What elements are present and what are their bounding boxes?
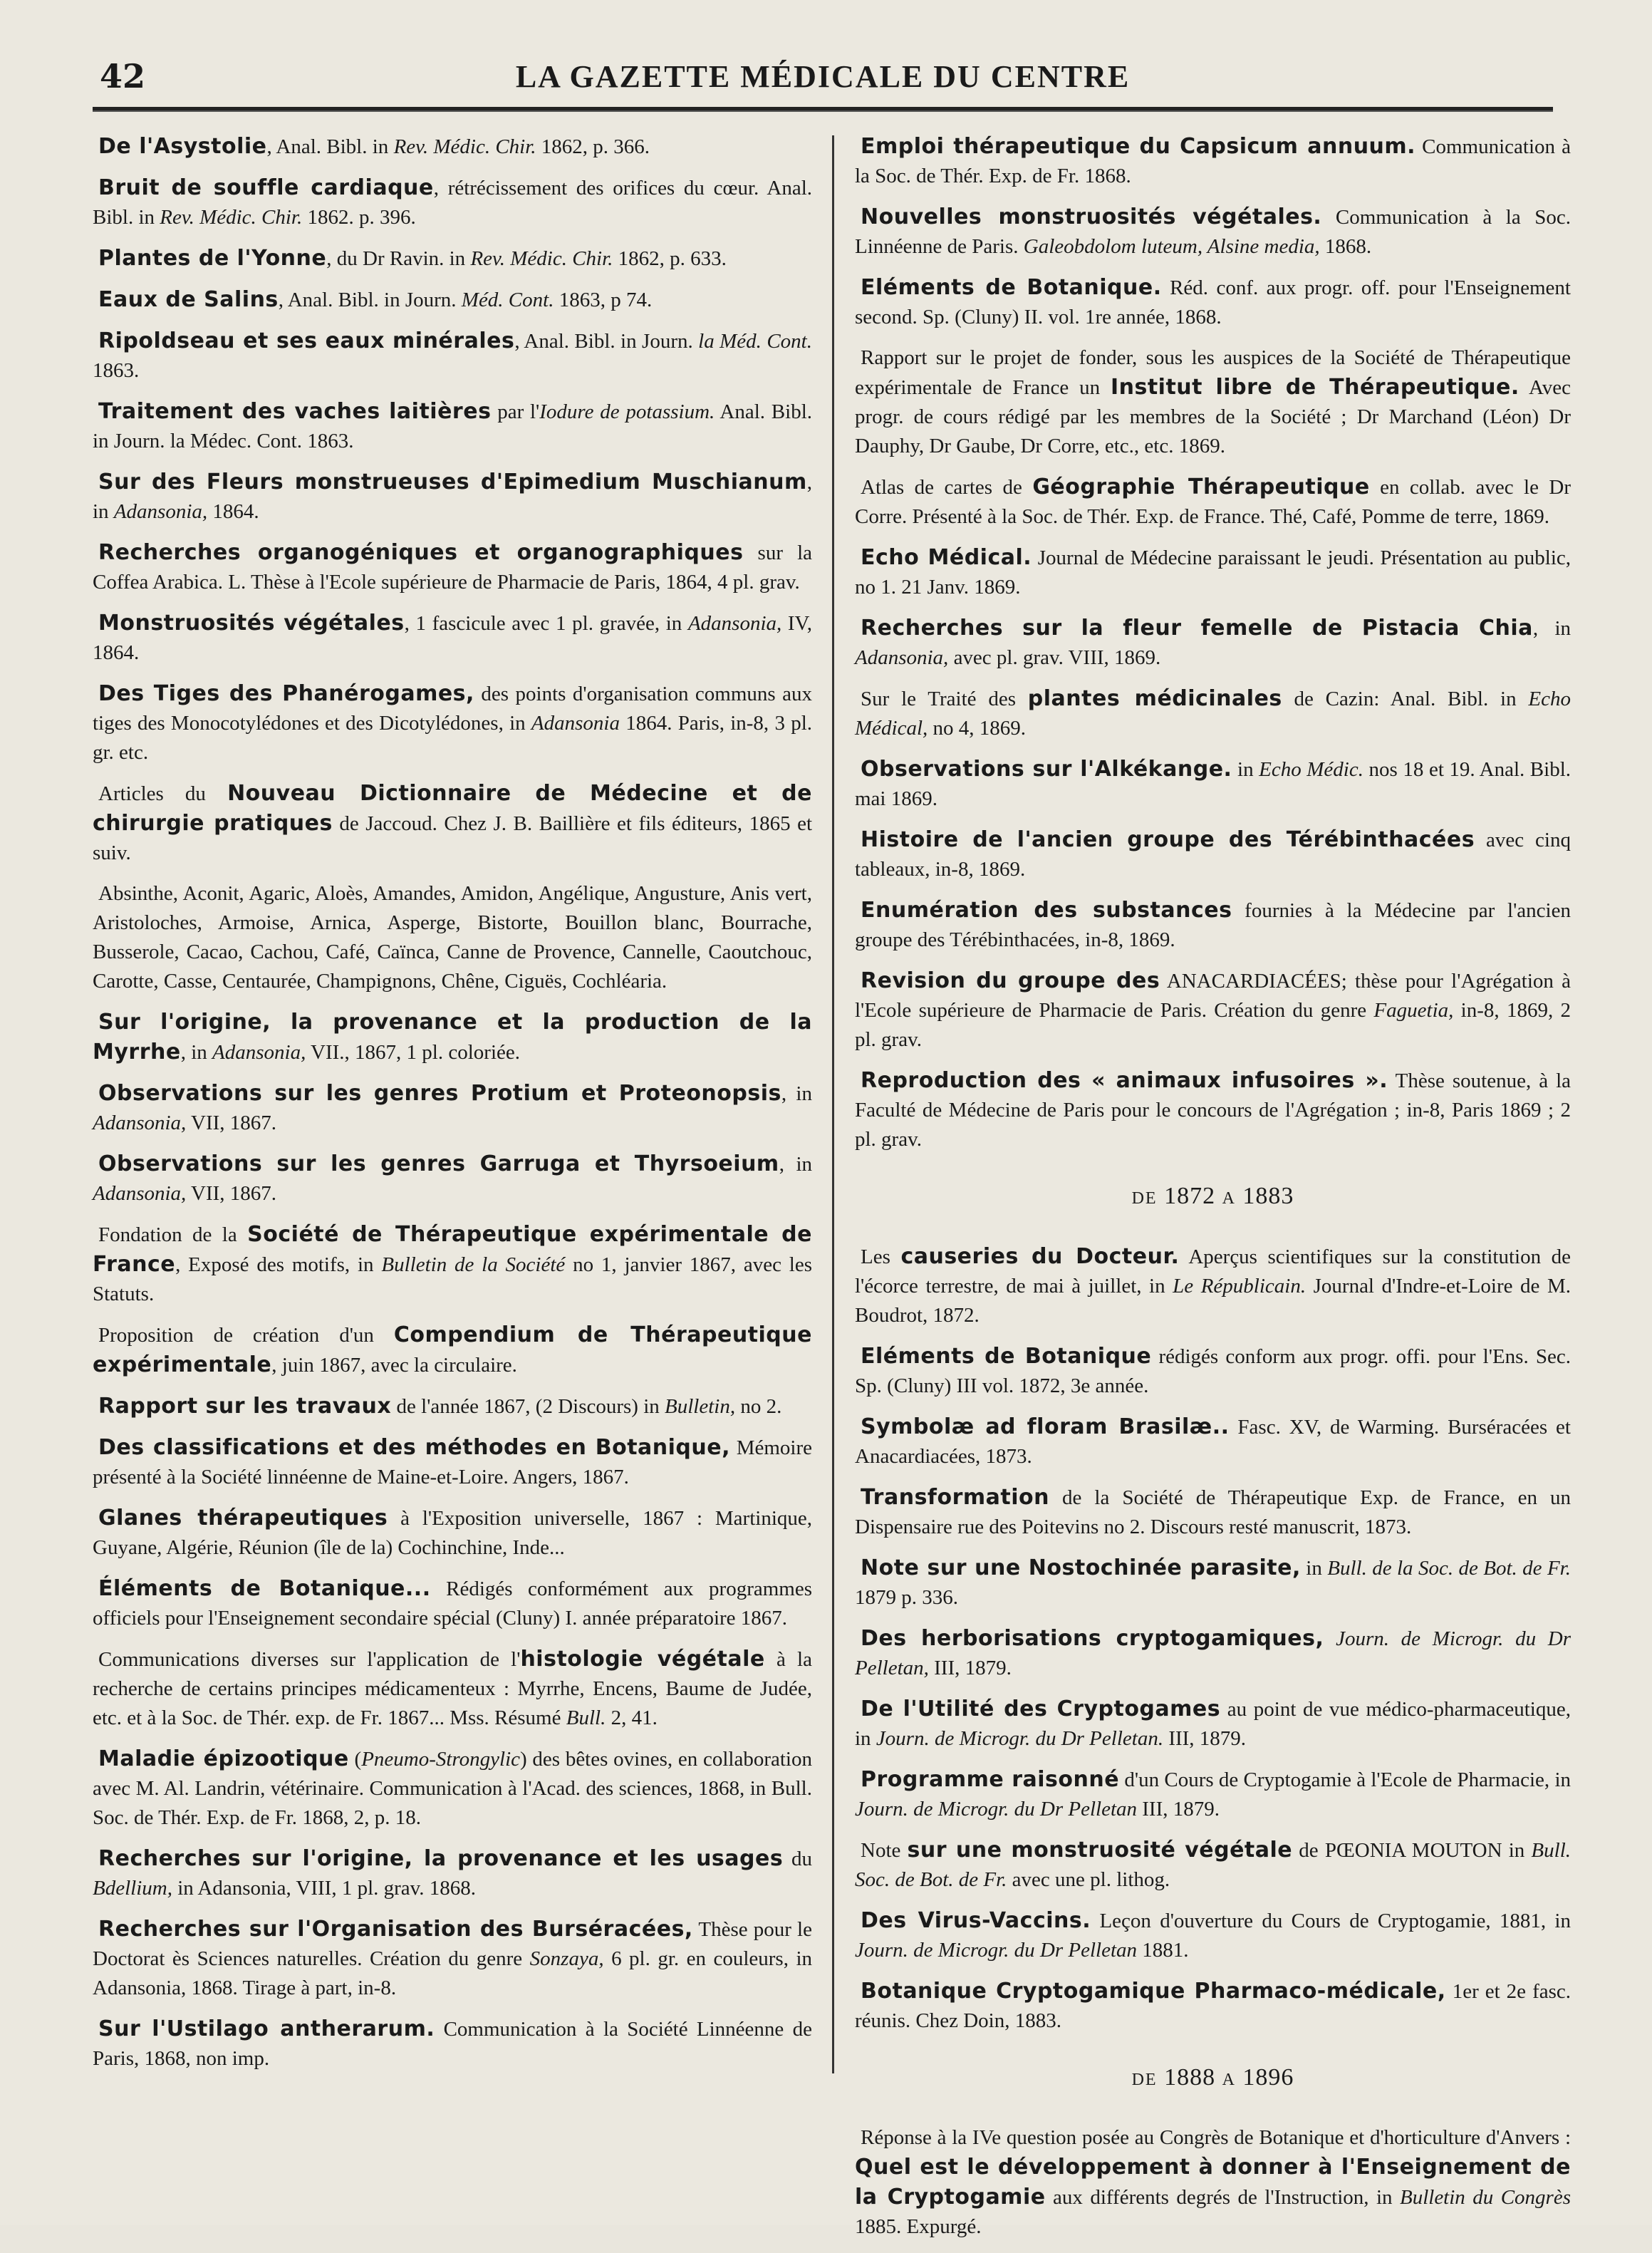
entry-prefix: Fondation de la xyxy=(98,1223,248,1246)
bibliography-entry xyxy=(93,779,812,868)
entry-suffix: in-8, 1869, 2 pl. grav. xyxy=(855,999,1571,1051)
bibliography-entry xyxy=(93,1574,812,1633)
entry-title: Plantes de l'Yonne xyxy=(98,246,327,271)
entry-source: Bull. de la Soc. de Bot. de Fr. xyxy=(1327,1557,1571,1580)
entry-text: avec cinq tableaux, in-8, 1869. xyxy=(855,829,1571,881)
entry-suffix: 1864. xyxy=(207,500,259,523)
entry-text: par l' xyxy=(491,400,540,423)
entry-suffix: avec une pl. lithog. xyxy=(1007,1868,1170,1891)
entry-suffix: avec pl. grav. VIII, 1869. xyxy=(948,646,1161,669)
right-entries-1869 xyxy=(855,132,1571,1154)
bibliography-entry xyxy=(855,1342,1571,1401)
bibliography-entry xyxy=(855,343,1571,461)
entry-prefix: Articles du xyxy=(98,782,228,805)
entry-source: Echo Médical, xyxy=(855,688,1571,740)
entry-title: Géographie Thérapeutique xyxy=(1032,475,1370,499)
entry-suffix: VII., 1867, 1 pl. coloriée. xyxy=(306,1041,521,1064)
entry-text: , rétrécissement des orifices du cœur. Anal. Bibl. in xyxy=(93,177,813,229)
entry-text: Thèse pour le Doctorat ès Sciences naturelles. Création du genre xyxy=(93,1918,812,1970)
entry-text: , Exposé des motifs, in xyxy=(175,1253,382,1276)
bibliography-entry xyxy=(93,1220,812,1309)
entry-title: Sur l'Ustilago antherarum. xyxy=(98,2016,435,2041)
bibliography-entry xyxy=(855,1624,1571,1683)
right-entries-1872-1883 xyxy=(855,1242,1571,2036)
page-number: 42 xyxy=(100,57,146,95)
entry-text: Leçon d'ouverture du Cours de Cryptogamie, 1881, in xyxy=(1091,1910,1571,1932)
entry-title: Éléments de Botanique... xyxy=(98,1576,431,1601)
entry-title: Traitement des vaches laitières xyxy=(98,399,492,424)
journal-title: LA GAZETTE MÉDICALE DU CENTRE xyxy=(515,59,1131,94)
bibliography-entry xyxy=(93,1320,812,1380)
bibliography-entry xyxy=(93,1645,812,1733)
bibliography-entry xyxy=(93,467,812,527)
entry-text: à l'Exposition universelle, 1867 : Martinique, Guyane, Algérie, Réunion (île de la) Cochinchine, Inde... xyxy=(93,1507,813,1559)
entry-source: Bulletin, xyxy=(665,1395,736,1418)
entry-text: sur la xyxy=(743,542,812,564)
entry-source: Bull. xyxy=(566,1706,606,1729)
entry-title: Observations sur les genres Garruga et Thyrsoeium xyxy=(98,1151,779,1176)
entry-text: , in xyxy=(1532,617,1572,640)
entry-prefix: Note xyxy=(861,1839,908,1862)
bibliography-entry xyxy=(93,1744,812,1833)
entry-title: Des Virus-Vaccins. xyxy=(861,1908,1091,1933)
entry-suffix: Coffea Arabica. L. Thèse à l'Ecole supérieure de Pharmacie de Paris, 1864, 4 pl. grav. xyxy=(93,571,800,594)
bibliography-entry xyxy=(93,879,812,996)
entry-suffix: 1885. Expurgé. xyxy=(855,2215,982,2238)
entry-prefix: Proposition de création d'un xyxy=(98,1324,394,1347)
entry-text: Thèse soutenue, à la Faculté de Médecine de Paris pour le concours de l'Agrégation ; in-8, Paris 1869 ; 2 pl. grav. xyxy=(855,1069,1572,1151)
entry-title: Eaux de Salins xyxy=(98,287,279,312)
entry-text: Mémoire présenté à la Société linnéenne de Maine-et-Loire. Angers, 1867. xyxy=(93,1436,812,1488)
entry-title: Reproduction des « animaux infusoires ». xyxy=(861,1068,1388,1093)
entry-text: de Jaccoud. Chez J. B. Baillière et fils éditeurs, 1865 et suiv. xyxy=(93,812,813,864)
entry-title: causeries du Docteur. xyxy=(900,1244,1180,1269)
entry-suffix: 1868. xyxy=(1319,235,1372,258)
bibliography-entry xyxy=(93,1503,812,1563)
bibliography-entry xyxy=(93,1844,812,1903)
entry-title: Maladie épizootique xyxy=(98,1746,349,1771)
entry-suffix: no 4, 1869. xyxy=(928,717,1027,740)
entry-title: Nouveau Dictionnaire de Médecine et de chirurgie pratiques xyxy=(93,781,812,836)
entry-title: Programme raisonné xyxy=(861,1767,1120,1792)
entry-text: , juin 1867, avec la circulaire. xyxy=(271,1354,517,1377)
entry-text: de PŒONIA MOUTON in xyxy=(1292,1839,1532,1862)
entry-title: Des Tiges des Phanérogames, xyxy=(98,681,474,706)
entry-source: Rev. Médic. Chir. xyxy=(470,247,613,270)
entry-suffix: nos 18 et 19. Anal. Bibl. mai 1869. xyxy=(855,758,1572,810)
entry-title: Eléments de Botanique xyxy=(861,1344,1152,1369)
bibliography-entry xyxy=(93,1915,812,2003)
entry-title: Bruit de souffle cardiaque xyxy=(98,175,434,200)
bibliography-entry xyxy=(855,966,1571,1055)
entry-source: Bdellium, xyxy=(93,1877,172,1900)
entry-suffix: 1862. p. 396. xyxy=(302,206,416,229)
bibliography-entry xyxy=(855,1835,1571,1895)
entry-text: Réd. conf. aux progr. off. pour l'Enseignement second. Sp. (Cluny) II. vol. 1re année, 1868. xyxy=(855,276,1571,328)
bibliography-entry xyxy=(855,543,1571,602)
entry-title: Recherches organogéniques et organographiques xyxy=(98,540,744,565)
entry-suffix: Anal. Bibl. in Journ. la Médec. Cont. 1863. xyxy=(93,400,813,452)
entry-source: Adansonia, xyxy=(687,612,782,635)
entry-source: Adansonia, xyxy=(113,500,208,523)
entry-source: Journ. de Microgr. du Dr Pelletan, xyxy=(855,1627,1572,1679)
entry-source: la Méd. Cont. xyxy=(698,330,812,353)
entry-source: Méd. Cont. xyxy=(461,289,554,311)
entry-prefix: Communications diverses sur l'application de l' xyxy=(98,1648,521,1671)
bibliography-entry xyxy=(93,285,812,315)
entry-title: plantes médicinales xyxy=(1027,686,1282,711)
entry-suffix: 2, 41. xyxy=(606,1706,658,1729)
entry-source: Bulletin du Congrès xyxy=(1399,2186,1571,2209)
entry-title: De l'Asystolie xyxy=(98,134,267,159)
entry-title: Transformation xyxy=(861,1485,1049,1510)
bibliography-entry xyxy=(855,1977,1571,2036)
entry-source: Galeobdolom luteum, Alsine media, xyxy=(1023,235,1320,258)
entry-text: , in xyxy=(180,1041,213,1064)
entry-text: de l'année 1867, (2 Discours) in xyxy=(391,1395,665,1418)
entry-suffix: VII, 1867. xyxy=(186,1182,277,1205)
entry-text: in xyxy=(1232,758,1259,781)
entry-prefix: Rapport sur le projet de fonder, sous les auspices de la Société de Thérapeutique expérimentale de France un xyxy=(855,346,1571,399)
entry-suffix: 1881. xyxy=(1137,1939,1189,1962)
entry-title: Recherches sur la fleur femelle de Pistacia Chia xyxy=(861,616,1533,641)
bibliography-entry xyxy=(93,608,812,668)
entry-suffix: 1864. Paris, in-8, 3 pl. gr. etc. xyxy=(93,712,812,764)
entry-title: Enumération des substances xyxy=(861,898,1232,923)
entry-suffix: in Adansonia, VIII, 1 pl. grav. 1868. xyxy=(172,1877,477,1900)
bibliography-entry xyxy=(855,1066,1571,1154)
entry-source: Faguetia, xyxy=(1373,999,1454,1022)
entry-title: Eléments de Botanique. xyxy=(861,275,1162,300)
entry-prefix: Réponse à la IVe question posée au Congrès de Botanique et d'horticulture d'Anvers : xyxy=(861,2126,1571,2149)
entry-title: Recherches sur l'origine, la provenance et les usages xyxy=(98,1846,784,1871)
entry-suffix: 1862, p. 633. xyxy=(613,247,727,270)
entry-text: Avec progr. de cours rédigé par les membres de la Société ; Dr Marchand (Léon) Dr Dauphy, Dr Gaube, Dr Corre, etc., etc. 1869. xyxy=(855,376,1572,457)
bibliography-entry xyxy=(93,397,812,456)
bibliography-entry xyxy=(855,202,1571,261)
entry-title: Symbolæ ad floram Brasilæ.. xyxy=(861,1414,1230,1439)
bibliography-entry xyxy=(855,472,1571,532)
bibliography-entry xyxy=(855,2123,1571,2242)
entry-source: Adansonia xyxy=(531,712,620,735)
bibliography-entry xyxy=(93,173,812,232)
entry-text: à la recherche de certains principes médicamenteux : Myrrhe, Encens, Baume de Judée, etc. et à la Soc. de Thér. exp. de Fr. 1867... Mss. Résumé xyxy=(93,1648,812,1729)
entry-title: Des herborisations cryptogamiques, xyxy=(861,1626,1324,1651)
bibliography-entry xyxy=(93,132,812,162)
entry-source: Iodure de potassium. xyxy=(539,400,715,423)
entry-title: Botanique Cryptogamique Pharmaco-médicale, xyxy=(861,1979,1446,2004)
entry-title: Note sur une Nostochinée parasite, xyxy=(861,1555,1301,1580)
entry-text: Communication à la Société Linnéenne de Paris, 1868, non imp. xyxy=(93,2018,813,2070)
entry-source: Le Républicain. xyxy=(1173,1275,1306,1298)
entry-title: Quel est le développement à donner à l'Enseignement de la Cryptogamie xyxy=(855,2155,1571,2210)
entry-suffix: 1862, p. 366. xyxy=(536,135,650,158)
bibliography-entry xyxy=(93,326,812,385)
entry-prefix: Les xyxy=(861,1245,901,1268)
entry-source: Bulletin de la Société xyxy=(381,1253,566,1276)
bibliography-entry xyxy=(855,1483,1571,1542)
entry-title: Sur des Fleurs monstrueuses d'Epimedium Muschianum xyxy=(98,470,807,494)
entry-text: , Anal. Bibl. in xyxy=(266,135,394,158)
bibliography-entry xyxy=(93,1433,812,1492)
entry-text: Journal de Médecine paraissant le jeudi. Présentation au public, no 1. 21 Janv. 1869. xyxy=(855,547,1571,599)
entry-title: Emploi thérapeutique du Capsicum annuum. xyxy=(861,134,1416,159)
entry-suffix: no 1, janvier 1867, avec les Statuts. xyxy=(93,1253,813,1305)
header-rule xyxy=(93,107,1553,112)
entry-text: des points d'organisation communs aux tiges des Monocotylédones et des Dicotylédones, in xyxy=(93,683,812,735)
entry-text: du xyxy=(783,1848,812,1870)
entry-text xyxy=(1324,1627,1336,1650)
entry-source: Adansonia, xyxy=(93,1182,187,1205)
entry-title: Histoire de l'ancien groupe des Térébinthacées xyxy=(861,827,1475,852)
entry-text: en collab. avec le Dr Corre. Présenté à la Soc. de Thér. Exp. de France. Thé, Café, Pomme de terre, 1869. xyxy=(855,476,1571,528)
entry-text: Aperçus scientifiques sur la constitution de l'écorce terrestre, de mai à juillet, in xyxy=(855,1245,1571,1298)
entry-text: , Anal. Bibl. in Journ. xyxy=(278,289,462,311)
bibliography-entry xyxy=(93,244,812,274)
entry-text: Rédigés conformément aux programmes officiels pour l'Enseignement secondaire spécial (Cluny) I. année préparatoire 1867. xyxy=(93,1578,812,1630)
entry-title: Ripoldseau et ses eaux minérales xyxy=(98,328,515,353)
bibliography-entry xyxy=(855,1906,1571,1965)
section-heading-1888-1896: DE 1888 A 1896 xyxy=(1131,2064,1294,2091)
entry-title: Des classifications et des méthodes en Botanique, xyxy=(98,1435,730,1460)
entry-text: Fasc. XV, de Warming. Burséracées et Anacardiacées, 1873. xyxy=(855,1416,1571,1468)
entry-suffix: Journal d'Indre-et-Loire de M. Boudrot, 1872. xyxy=(855,1275,1571,1327)
entry-text: in xyxy=(1300,1557,1328,1580)
entry-suffix: IV, 1864. xyxy=(93,612,812,664)
bibliography-entry xyxy=(855,755,1571,814)
entry-title: Recherches sur l'Organisation des Burséracées, xyxy=(98,1917,693,1942)
entry-suffix: III, 1879. xyxy=(928,1657,1012,1679)
bibliography-entry xyxy=(855,684,1571,743)
bibliography-entry xyxy=(855,896,1571,955)
entry-source: Bull. Soc. de Bot. de Fr. xyxy=(855,1839,1572,1891)
entry-text: , Anal. Bibl. in Journ. xyxy=(514,330,699,353)
entry-source: Sonzaya, xyxy=(529,1947,604,1970)
entry-text: fournies à la Médecine par l'ancien groupe des Térébinthacées, in-8, 1869. xyxy=(855,899,1571,951)
entry-text: , in xyxy=(781,1082,812,1105)
entry-suffix: no 2. xyxy=(735,1395,782,1418)
entry-source: Adansonia, xyxy=(93,1112,187,1134)
page-header xyxy=(93,50,1553,100)
entry-suffix: VII, 1867. xyxy=(186,1112,277,1134)
entry-suffix: 1879 p. 336. xyxy=(855,1586,958,1609)
entry-text: , du Dr Ravin. in xyxy=(326,247,471,270)
bibliography-entry xyxy=(93,1079,812,1138)
bibliography-entry xyxy=(855,825,1571,884)
entry-source: Journ. de Microgr. du Dr Pelletan xyxy=(855,1939,1138,1962)
entry-title: Rapport sur les travaux xyxy=(98,1394,392,1419)
entry-text: ( xyxy=(348,1748,362,1771)
right-column xyxy=(855,132,1571,2253)
entry-title: Société de Thérapeutique expérimentale de France xyxy=(93,1222,813,1277)
entry-prefix: Atlas de cartes de xyxy=(861,476,1033,499)
entry-text: ANACARDIACÉES; thèse pour l'Agrégation à l'Ecole supérieure de Pharmacie de Paris. Création du genre xyxy=(855,970,1571,1022)
bibliography-entry xyxy=(93,2014,812,2073)
bibliography-entry xyxy=(93,679,812,767)
bibliography-entry xyxy=(855,613,1571,673)
entry-suffix: 1863. xyxy=(93,359,140,382)
entry-suffix: III, 1879. xyxy=(1137,1798,1220,1820)
entry-text: 1er et 2e fasc. réunis. Chez Doin, 1883. xyxy=(855,1980,1572,2032)
right-entries-1888-1896 xyxy=(855,2123,1571,2242)
bibliography-entry xyxy=(855,1553,1571,1612)
entry-text: au point de vue médico-pharmaceutique, in xyxy=(855,1698,1571,1750)
bibliography-entry xyxy=(93,538,812,597)
entry-suffix: ) des bêtes ovines, en collaboration avec M. Al. Landrin, vétérinaire. Communication à l'Acad. des sciences, 1868, in Bull. Soc. de Thér. Exp. de Fr. 1868, 2, p. 18. xyxy=(93,1748,812,1829)
left-column xyxy=(93,132,812,2085)
entry-text: de Cazin: Anal. Bibl. in xyxy=(1282,688,1529,710)
entry-suffix: 6 pl. gr. en couleurs, in Adansonia, 1868. Tirage à part, in-8. xyxy=(93,1947,813,1999)
entry-source: Adansonia, xyxy=(855,646,949,669)
bibliography-entry xyxy=(855,1242,1571,1330)
entry-text: rédigés conform aux progr. offi. pour l'Ens. Sec. Sp. (Cluny) III vol. 1872, 3e année. xyxy=(855,1345,1572,1397)
entry-source: Adansonia, xyxy=(212,1041,306,1064)
bibliography-entry xyxy=(855,1694,1571,1754)
entry-source: Rev. Médic. Chir. xyxy=(393,135,536,158)
entry-text: d'un Cours de Cryptogamie à l'Ecole de Pharmacie, in xyxy=(1119,1768,1572,1791)
section-heading-1872-1883: DE 1872 A 1883 xyxy=(1131,1183,1294,1209)
bibliography-entry xyxy=(855,1765,1571,1824)
bibliography-entry xyxy=(855,1412,1571,1471)
entry-text: Communication à la Soc. Linnéenne de Paris. xyxy=(855,206,1571,258)
entry-title: Institut libre de Thérapeutique. xyxy=(1110,375,1519,400)
bibliography-entry xyxy=(855,132,1571,191)
entry-text: de la Société de Thérapeutique Exp. de France, en un Dispensaire rue des Poitevins no 2. Discours resté manuscrit, 1873. xyxy=(855,1486,1571,1538)
entry-source: Echo Médic. xyxy=(1259,758,1363,781)
entry-title: Observations sur les genres Protium et Proteonopsis xyxy=(98,1081,781,1106)
bibliography-entry xyxy=(93,1149,812,1208)
bibliography-entry xyxy=(855,273,1571,332)
entry-source: Pneumo-Strongylic xyxy=(361,1748,520,1771)
entry-title: Compendium de Thérapeutique expérimentale xyxy=(93,1322,812,1377)
entry-text: Communication à la Soc. de Thér. Exp. de Fr. 1868. xyxy=(855,135,1571,187)
entry-text: , 1 fascicule avec 1 pl. gravée, in xyxy=(404,612,688,635)
bibliography-entry xyxy=(93,1392,812,1421)
entry-title: Glanes thérapeutiques xyxy=(98,1506,388,1531)
entry-text: , in xyxy=(93,471,812,523)
column-divider xyxy=(832,135,834,2073)
entry-source: Journ. de Microgr. du Dr Pelletan xyxy=(855,1798,1138,1820)
entry-text: , in xyxy=(779,1153,812,1176)
entry-source: Rev. Médic. Chir. xyxy=(160,206,303,229)
entry-title: Sur l'origine, la provenance et la production de la Myrrhe xyxy=(93,1010,812,1065)
entry-title: histologie végétale xyxy=(520,1647,765,1672)
entry-title: Nouvelles monstruosités végétales. xyxy=(861,204,1322,229)
bibliography-entry xyxy=(93,1008,812,1067)
entry-title: Observations sur l'Alkékange. xyxy=(861,757,1232,782)
entry-suffix: 1863, p 74. xyxy=(554,289,653,311)
entry-title: De l'Utilité des Cryptogames xyxy=(861,1697,1221,1721)
entry-prefix: Sur le Traité des xyxy=(861,688,1028,710)
entry-source: Journ. de Microgr. du Dr Pelletan. xyxy=(876,1727,1164,1750)
entry-prefix: Absinthe, Aconit, Agaric, Aloès, Amandes, Amidon, Angélique, Angusture, Anis vert, Aristoloches, Armoise, Arnica, Asperge, Bistorte, Bouillon blanc, Bourrache, Busserole, Cacao, Cachou, Café, Caïnca, Canne de Provence, Cannelle, Caoutchouc, Carotte, Casse, Centaurée, Champignons, Chêne, Ciguës, Cochléaria. xyxy=(93,882,812,993)
entry-title: Echo Médical. xyxy=(861,545,1032,570)
entry-text: aux différents degrés de l'Instruction, in xyxy=(1045,2186,1400,2209)
entry-suffix: III, 1879. xyxy=(1163,1727,1247,1750)
entry-title: sur une monstruosité végétale xyxy=(907,1838,1293,1863)
entry-title: Monstruosités végétales xyxy=(98,611,405,636)
entry-title: Revision du groupe des xyxy=(861,968,1160,993)
